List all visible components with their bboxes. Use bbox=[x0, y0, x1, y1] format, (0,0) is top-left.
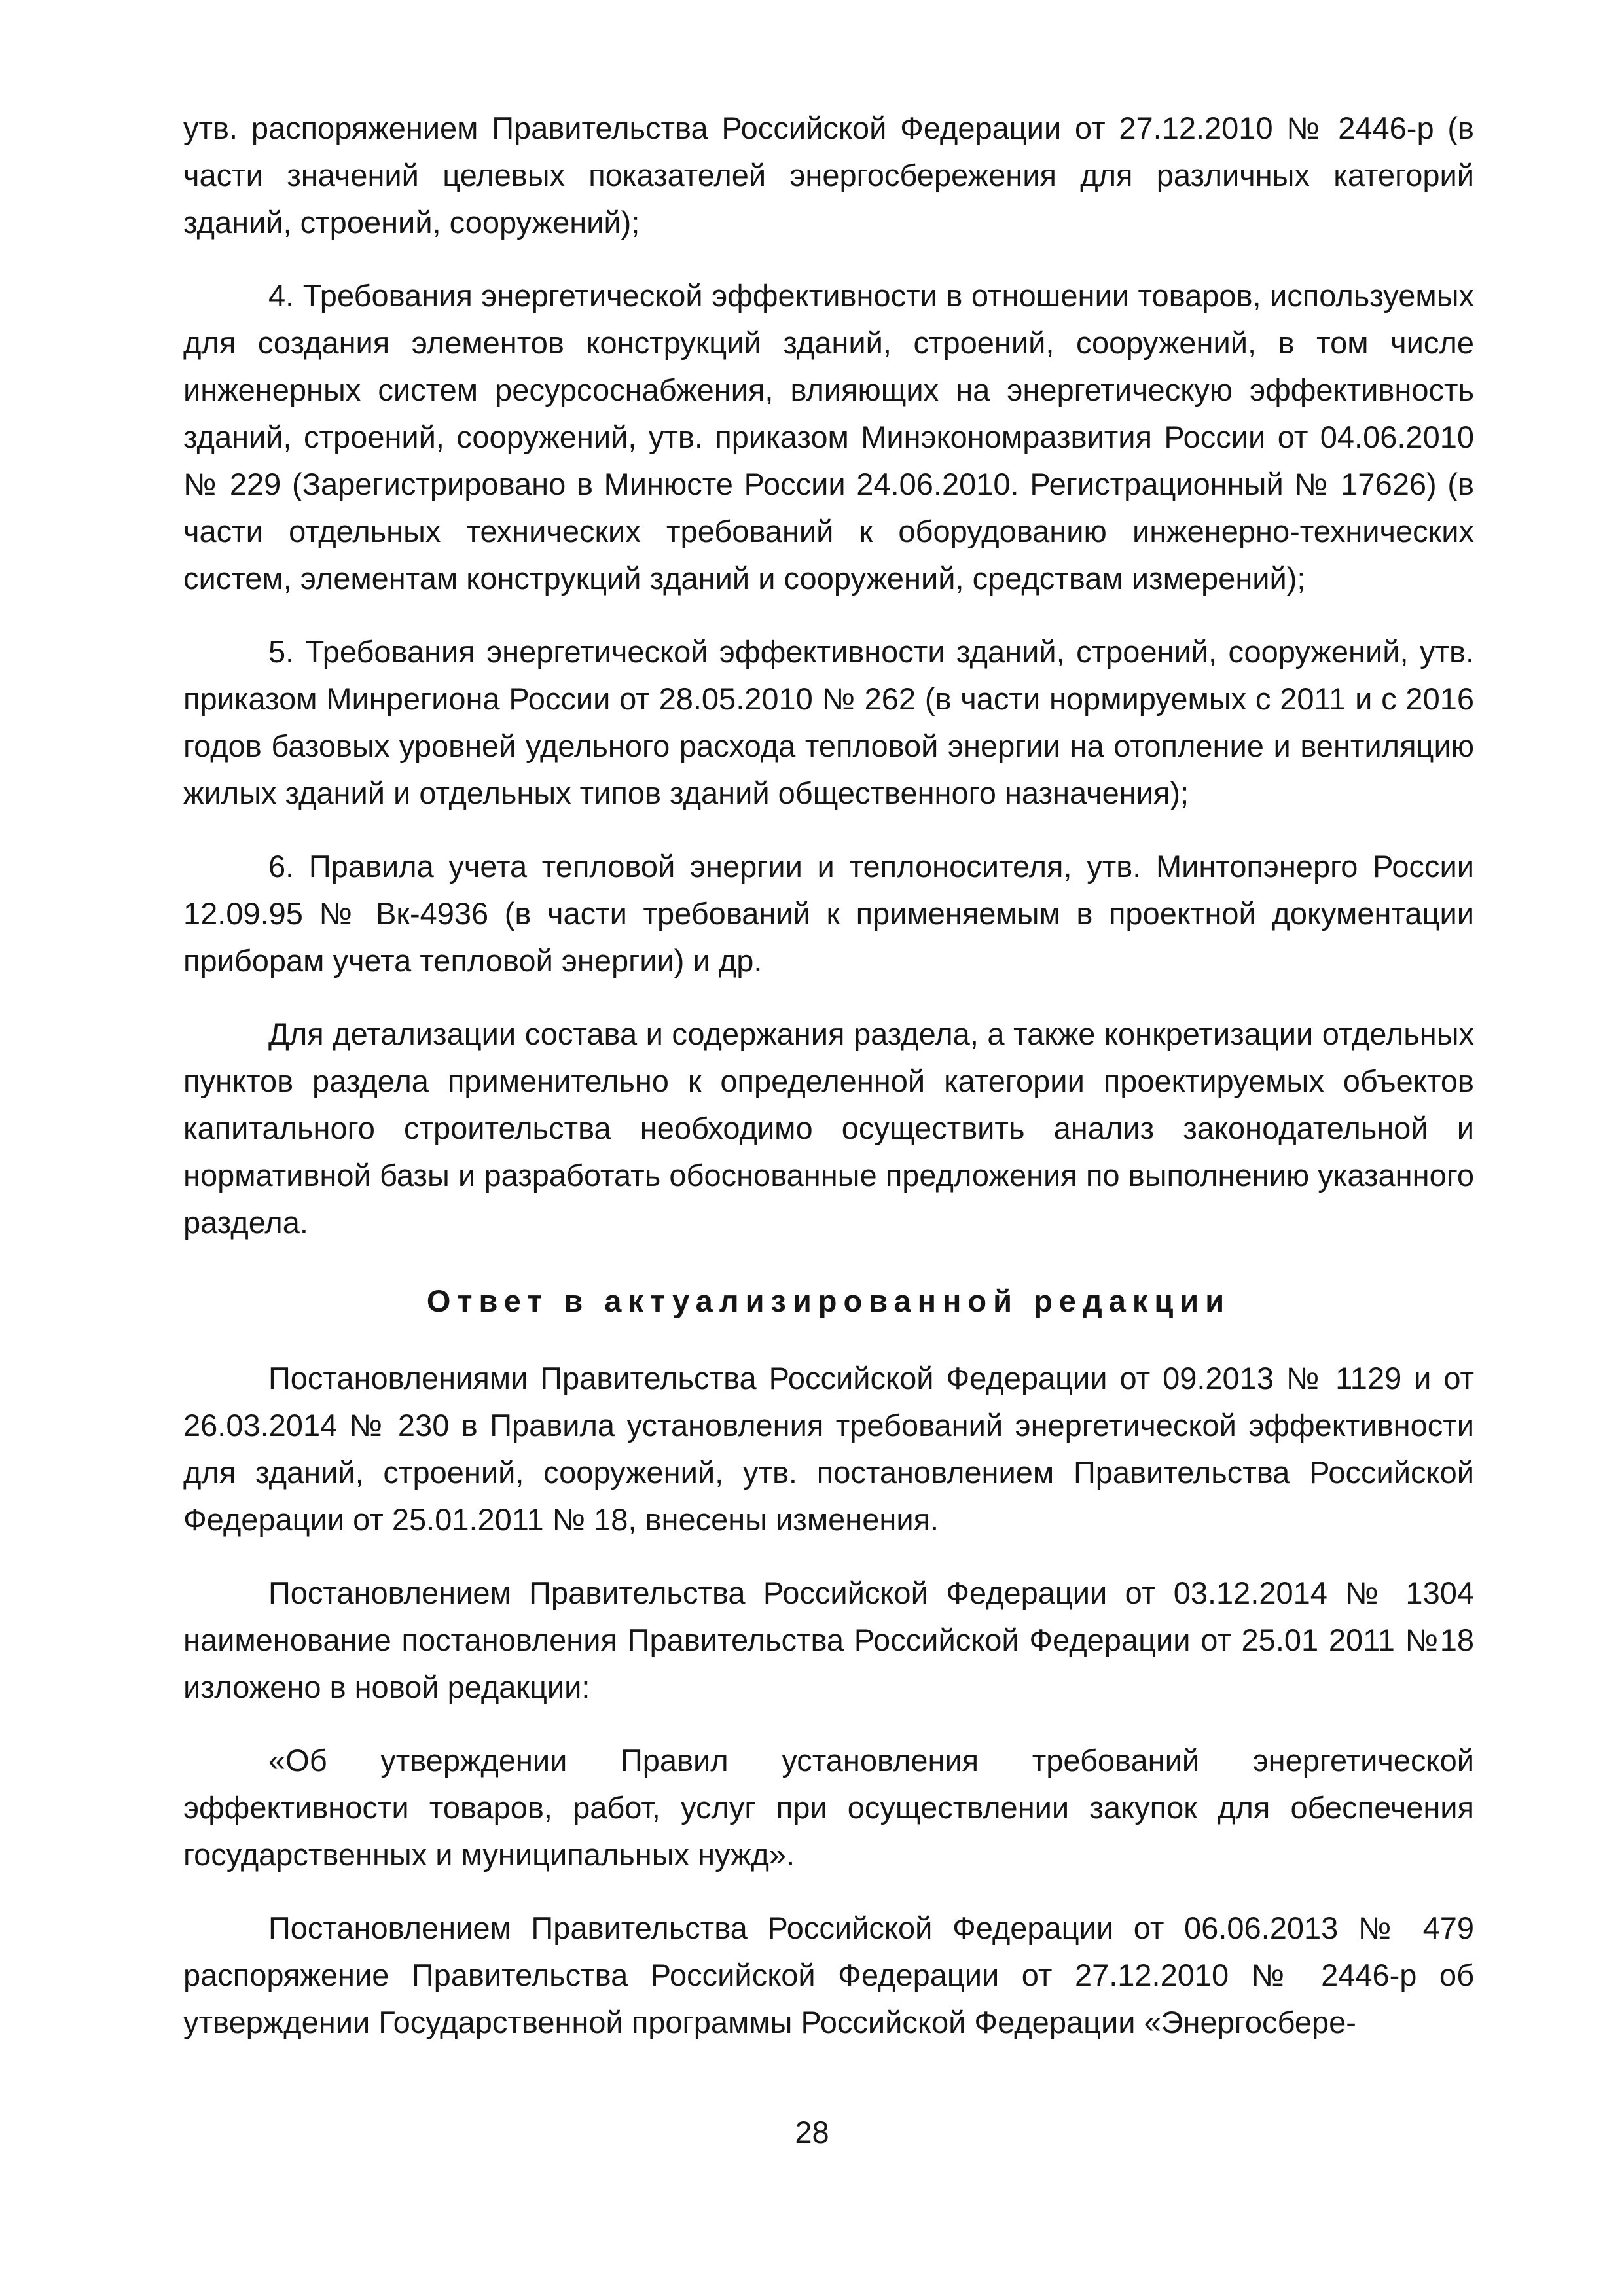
paragraph-item-4: 4. Требования энергетической эффективности в отношении товаров, используемых для создания элементов конструкций зданий, строений, сооружений, в том числе инженерных систем ресурсоснабжения, влияющих на энергетическую эффективность зданий, строений, сооружений, утв. приказом Минэкономразвития России от 04.06.2010 № 229 (Зарегистрировано в Минюсте России 24.06.2010. Регистрационный № 17626) (в части отдельных технических требований к оборудованию инженерно-технических систем, элементам конструкций зданий и сооружений, средствам измерений); bbox=[183, 278, 1474, 596]
paragraph-resolutions: Постановлениями Правительства Российской Федерации от 09.2013 № 1129 и от 26.03.2014 № 230 в Правила установления требований энергетической эффективности для зданий, строений, сооружений, утв. постановлением Правительства Российской Федерации от 25.01.2011 № 18, внесены изменения. bbox=[183, 1361, 1474, 1537]
paragraph-item-6: 6. Правила учета тепловой энергии и теплоносителя, утв. Минтопэнерго России 12.09.95 № Вк-4936 (в части требований к применяемым в проектной документации приборам учета тепловой энергии) и др. bbox=[183, 849, 1474, 978]
paragraph-resolution-1304: Постановлением Правительства Российской Федерации от 03.12.2014 № 1304 наименование постановления Правительства Российской Федерации от 25.01 2011 №18 изложено в новой редакции: bbox=[183, 1575, 1474, 1704]
paragraph-resolution-479: Постановлением Правительства Российской Федерации от 06.06.2013 № 479 распоряжение Правительства Российской Федерации от 27.12.2010 № 2446-р об утверждении Государственной программы Российской Федерации «Энергосбере- bbox=[183, 1910, 1474, 2039]
paragraph-item-5: 5. Требования энергетической эффективности зданий, строений, сооружений, утв. приказом Минрегиона России от 28.05.2010 № 262 (в части нормируемых с 2011 и с 2016 годов базовых уровней удельного расхода тепловой энергии на отопление и вентиляцию жилых зданий и отдельных типов зданий общественного назначения); bbox=[183, 634, 1474, 810]
section-heading: Ответ в актуализированной редакции bbox=[426, 1283, 1231, 1318]
paragraph-continuation: утв. распоряжением Правительства Российской Федерации от 27.12.2010 № 2446-р (в части значений целевых показателей энергосбережения для различных категорий зданий, строений, сооружений); bbox=[183, 111, 1474, 240]
paragraph-detailing: Для детализации состава и содержания раздела, а также конкретизации отдельных пунктов раздела применительно к определенной категории проектируемых объектов капитального строительства необходимо осуществить анализ законодательной и нормативной базы и разработать обоснованные предложения по выполнению указанного раздела. bbox=[183, 1016, 1474, 1240]
page-number: 28 bbox=[795, 2115, 829, 2149]
document-page bbox=[183, 105, 1474, 2046]
paragraph-quote: «Об утверждении Правил установления требований энергетической эффективности товаров, работ, услуг при осуществлении закупок для обеспечения государственных и муниципальных нужд». bbox=[183, 1743, 1474, 1872]
